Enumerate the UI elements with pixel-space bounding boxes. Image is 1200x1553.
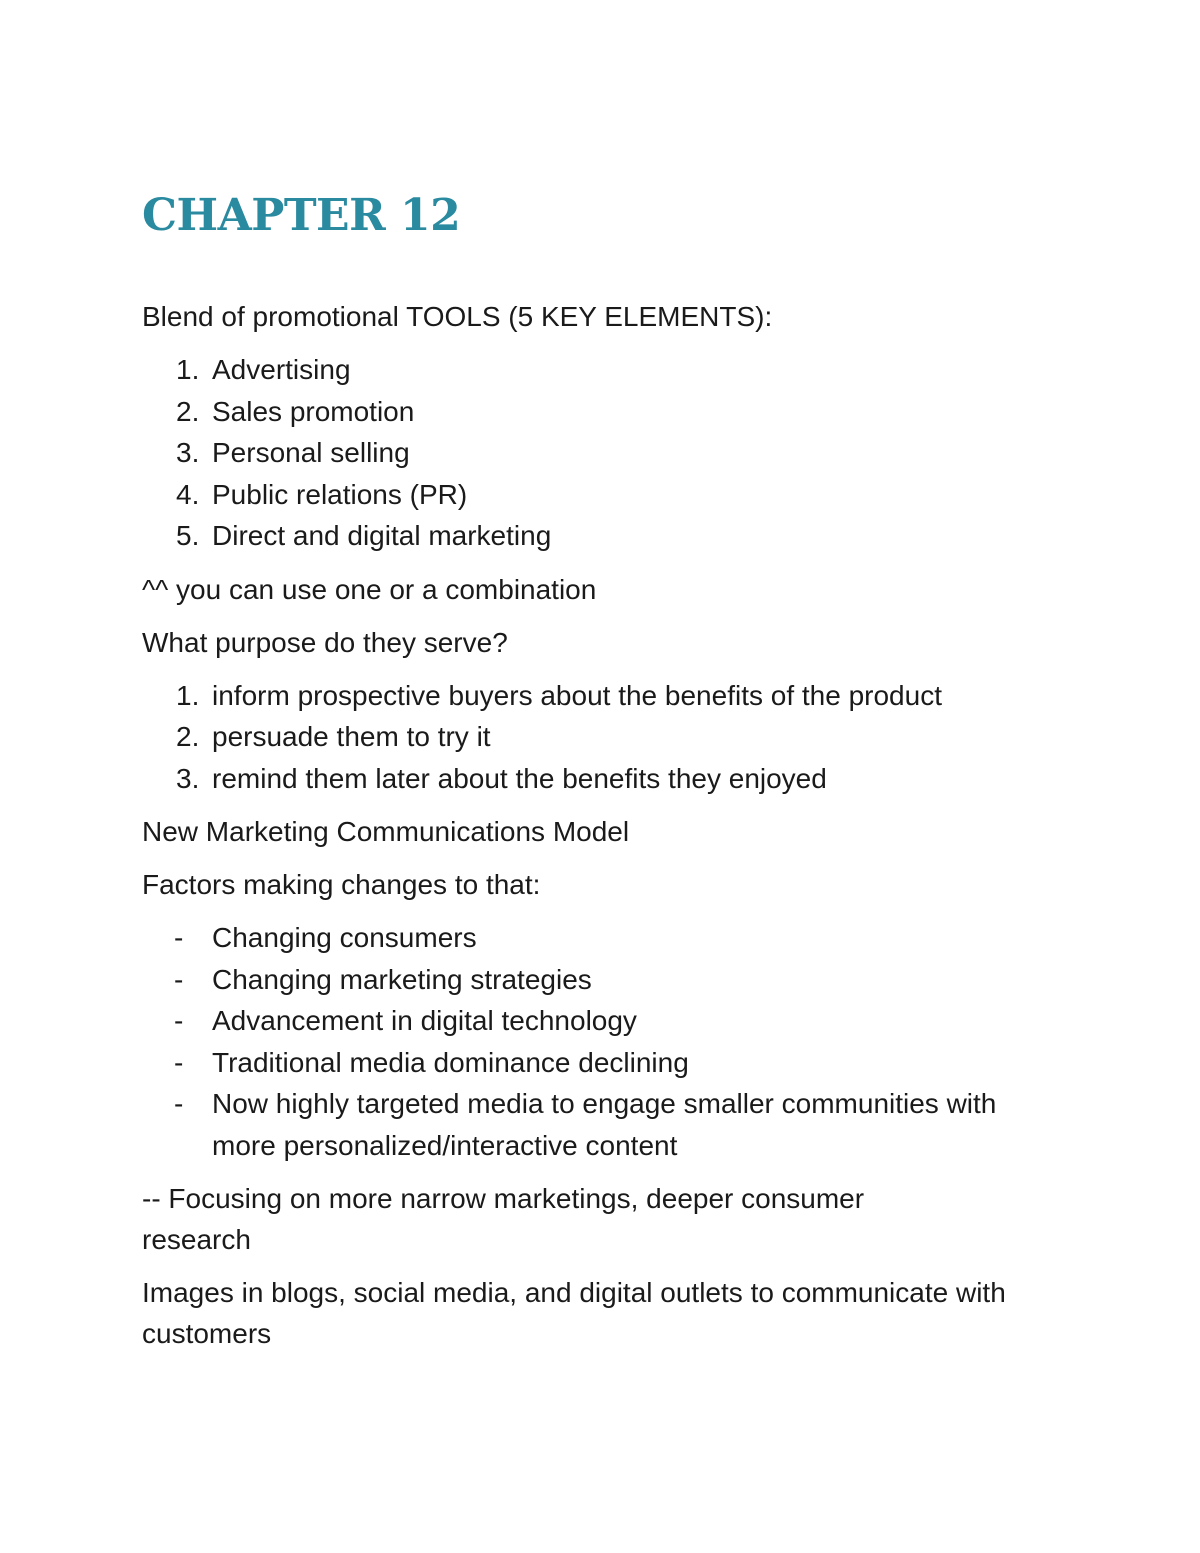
combination-note: ^^ you can use one or a combination	[142, 573, 597, 605]
list-item-text: Public relations (PR)	[212, 478, 468, 510]
list-item	[142, 917, 1062, 959]
list-item-text: Personal selling	[212, 437, 410, 468]
list-marker: 2.	[176, 395, 200, 427]
list-item-text: Changing marketing strategies	[212, 963, 592, 995]
list-item	[142, 474, 1062, 516]
purposes-list	[142, 675, 1062, 800]
tools-list	[142, 349, 1062, 557]
list-item-text: Direct and digital marketing	[212, 520, 552, 551]
list-marker: -	[174, 922, 184, 953]
list-item	[142, 1083, 1062, 1166]
list-marker: -	[174, 963, 184, 995]
list-item-text: Traditional media dominance declining	[212, 1046, 689, 1078]
list-item-text: inform prospective buyers about the benefits of the product	[212, 679, 942, 711]
factors-heading: Factors making changes to that:	[142, 869, 541, 900]
list-item-text: Advancement in digital technology	[212, 1005, 637, 1036]
list-marker: -	[174, 1046, 184, 1078]
list-item	[142, 959, 1062, 1001]
list-item	[142, 515, 1062, 557]
list-marker: 1.	[176, 354, 200, 385]
list-item	[142, 716, 1062, 758]
list-item-text: Sales promotion	[212, 395, 415, 427]
factors-list	[142, 917, 1062, 1166]
list-marker: 2.	[176, 721, 200, 752]
document-body	[142, 186, 1062, 1366]
images-note: Images in blogs, social media, and digital outlets to communicate with customers	[142, 1277, 1006, 1349]
list-item-text: persuade them to try it	[212, 721, 491, 752]
list-item-text: Advertising	[212, 354, 351, 385]
list-item	[142, 432, 1062, 474]
list-marker: 3.	[176, 437, 200, 468]
list-item	[142, 1042, 1062, 1084]
list-item-text: remind them later about the benefits they enjoyed	[212, 762, 827, 794]
focus-note: -- Focusing on more narrow marketings, deeper consumer research	[142, 1183, 865, 1255]
tools-intro: Blend of promotional TOOLS (5 KEY ELEMENTS):	[142, 301, 773, 332]
list-item	[142, 675, 1062, 717]
list-item	[142, 391, 1062, 433]
list-marker: 1.	[176, 679, 200, 711]
list-marker: 4.	[176, 478, 200, 510]
purpose-question: What purpose do they serve?	[142, 626, 508, 658]
list-marker: -	[174, 1088, 184, 1119]
list-item-text: Changing consumers	[212, 922, 477, 953]
model-heading: New Marketing Communications Model	[142, 816, 630, 847]
list-item	[142, 758, 1062, 800]
list-item-text: Now highly targeted media to engage smaller communities with more personalized/interactive content	[212, 1088, 997, 1161]
list-marker: -	[174, 1005, 184, 1036]
chapter-title: CHAPTER 12	[142, 190, 461, 241]
list-marker: 5.	[176, 520, 200, 551]
list-marker: 3.	[176, 762, 200, 794]
list-item	[142, 349, 1062, 391]
list-item	[142, 1000, 1062, 1042]
